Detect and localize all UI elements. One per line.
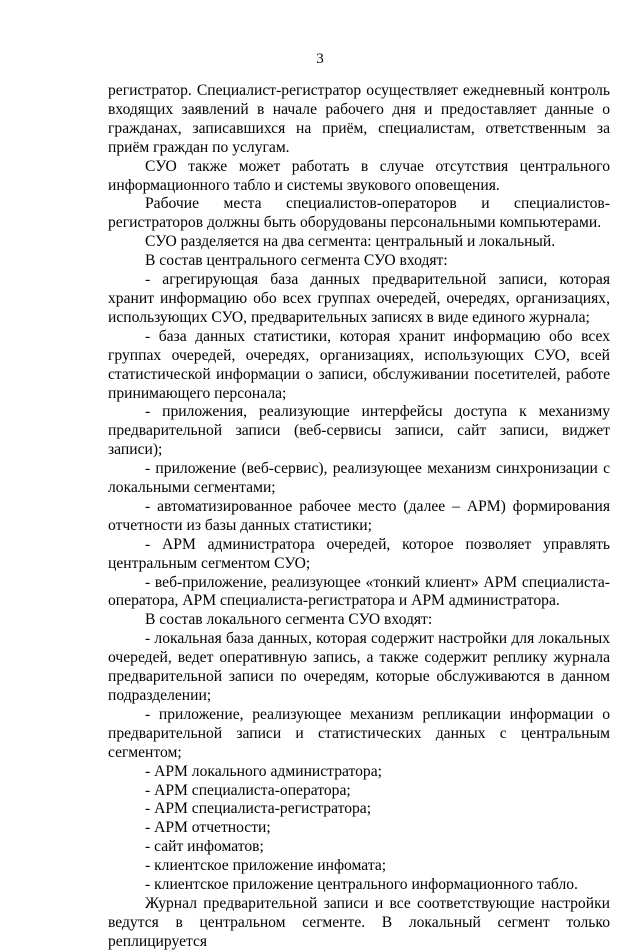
paragraph-central-segment-heading: В состав центрального сегмента СУО входят: bbox=[145, 252, 448, 270]
list-item-access-interfaces: - приложения, реализующие интерфейсы доступа к механизму предварительной записи (веб-сервисы записи, сайт записи, виджет записи); bbox=[108, 403, 610, 459]
list-item-local-admin-workstation: - АРМ локального администратора; bbox=[145, 762, 382, 780]
list-item-kiosk-client: - клиентское приложение инфомата; bbox=[145, 857, 387, 875]
paragraph-workstations: Рабочие места специалистов-операторов и специалистов-регистраторов должны быть оборудованы персональными компьютерами. bbox=[108, 195, 610, 232]
list-item-operator-workstation: - АРМ специалиста-оператора; bbox=[145, 781, 351, 799]
document-body bbox=[108, 82, 610, 952]
paragraph-suo-fallback: СУО также может работать в случае отсутствия центрального информационного табло и системы звукового оповещения. bbox=[108, 157, 610, 194]
list-item-registrar-workstation: - АРМ специалиста-регистратора; bbox=[145, 800, 372, 818]
list-item-statistics-database: - база данных статистики, которая хранит информацию обо всех группах очередей, очередях, организациях, использующих СУО, всей статистической информации о записи, обслуживании посетителей, работе принимающего персонала; bbox=[108, 327, 610, 402]
list-item-queue-admin-workstation: - АРМ администратора очередей, которое позволяет управлять центральным сегментом СУО; bbox=[108, 535, 610, 572]
list-item-reporting-workstation: - автоматизированное рабочее место (далее – АРМ) формирования отчетности из базы данных статистики; bbox=[108, 497, 610, 534]
list-item-display-board-client: - клиентское приложение центрального информационного табло. bbox=[145, 876, 578, 894]
list-item-replication-app: - приложение, реализующее механизм репликации информации о предварительной записи и статистических данных с центральным сегментом; bbox=[108, 705, 610, 761]
list-item-thin-client-app: - веб-приложение, реализующее «тонкий клиент» АРМ специалиста-оператора, АРМ специалиста-регистратора и АРМ администратора. bbox=[108, 573, 610, 610]
page-number: 3 bbox=[316, 51, 324, 67]
list-item-kiosk-site: - сайт инфоматов; bbox=[145, 838, 264, 856]
paragraph-journal-replication: Журнал предварительной записи и все соответствующие настройки ведутся в центральном сегменте. В локальный сегмент только реплицируется bbox=[108, 894, 610, 950]
list-item-aggregating-database: - агрегирующая база данных предварительной записи, которая хранит информацию обо всех группах очередей, очередях, организациях, использующих СУО, предварительных записях в виде единого журнала; bbox=[108, 271, 610, 326]
list-item-sync-service: - приложение (веб-сервис), реализующее механизм синхронизации с локальными сегментами; bbox=[108, 460, 610, 497]
list-item-local-database: - локальная база данных, которая содержит настройки для локальных очередей, ведет оперативную запись, а также содержит реплику журнала предварительной записи по очередям, которые обслуживаются в данном подразделении; bbox=[108, 630, 610, 704]
paragraph-segments: СУО разделяется на два сегмента: центральный и локальный. bbox=[145, 233, 556, 251]
paragraph-local-segment-heading: В состав локального сегмента СУО входят: bbox=[145, 611, 433, 629]
list-item-reporting-workstation-local: - АРМ отчетности; bbox=[145, 819, 271, 837]
paragraph-registrar-control: регистратор. Специалист-регистратор осуществляет ежедневный контроль входящих заявлений в начале рабочего дня и предоставляет данные о гражданах, записавшихся на приём, специалистам, ответственным за приём граждан по услугам. bbox=[108, 82, 610, 156]
